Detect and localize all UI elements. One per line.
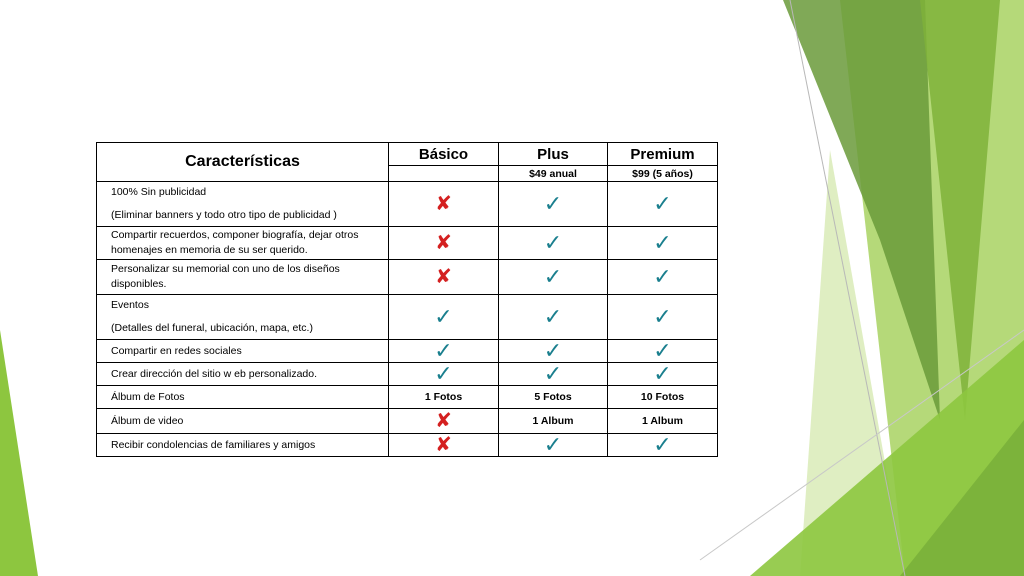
- left-green-sliver: [0, 330, 38, 576]
- comparison-table: [96, 142, 718, 457]
- plus-cell: [499, 363, 608, 386]
- basico-cell: [389, 295, 499, 340]
- check-icon: ✓: [543, 338, 563, 363]
- value-text: 5 Fotos: [534, 391, 572, 403]
- plus-cell: [499, 182, 608, 227]
- feature-cell: [97, 386, 389, 409]
- table-row: [97, 340, 718, 363]
- feature-label: Eventos: [111, 299, 149, 311]
- premium-cell: [608, 340, 718, 363]
- table-row: [97, 227, 718, 260]
- cross-icon: ✘: [435, 434, 452, 456]
- basico-cell: [389, 227, 499, 260]
- feature-cell: [97, 409, 389, 434]
- table-row: [97, 182, 718, 227]
- check-icon: ✓: [543, 432, 563, 457]
- check-icon: ✓: [653, 304, 672, 329]
- check-icon: ✓: [653, 361, 672, 386]
- feature-label: 100% Sin publicidad: [111, 186, 207, 198]
- value-text: 10 Fotos: [640, 391, 685, 403]
- table-row: [97, 386, 718, 409]
- cross-icon: ✘: [435, 232, 452, 254]
- check-icon: ✓: [543, 361, 563, 386]
- check-icon: ✓: [653, 432, 672, 457]
- feature-label: homenajes en memoria de su ser querido.: [111, 244, 308, 256]
- check-icon: ✓: [434, 304, 453, 329]
- basico-cell: [389, 434, 499, 457]
- check-icon: ✓: [543, 264, 563, 289]
- table-row: [97, 434, 718, 457]
- check-icon: ✓: [543, 230, 563, 255]
- premium-cell: [608, 409, 718, 434]
- plus-cell: [499, 227, 608, 260]
- basico-cell: [389, 260, 499, 295]
- plan-header-premium: Premium: [608, 143, 718, 166]
- feature-label: Compartir recuerdos, componer biografía, dejar otros: [111, 229, 359, 241]
- check-icon: ✓: [434, 361, 453, 386]
- feature-cell: [97, 295, 389, 340]
- check-icon: ✓: [653, 338, 672, 363]
- premium-cell: [608, 227, 718, 260]
- table-row: [97, 409, 718, 434]
- feature-label: Álbum de video: [111, 414, 184, 427]
- feature-label: (Eliminar banners y todo otro tipo de publicidad ): [111, 209, 337, 221]
- feature-label: disponibles.: [111, 278, 167, 290]
- check-icon: ✓: [543, 191, 563, 216]
- plus-cell: [499, 409, 608, 434]
- feature-label: Recibir condolencias de familiares y amigos: [111, 438, 316, 451]
- header-row: [97, 143, 718, 166]
- premium-cell: [608, 295, 718, 340]
- plan-header-plus: Plus: [499, 143, 608, 166]
- premium-cell: [608, 363, 718, 386]
- feature-cell: [97, 340, 389, 363]
- check-icon: ✓: [434, 338, 453, 363]
- basico-cell: [389, 340, 499, 363]
- table-row: [97, 363, 718, 386]
- plus-cell: [499, 295, 608, 340]
- check-icon: ✓: [653, 264, 672, 289]
- value-text: 1 Album: [532, 415, 574, 427]
- plus-cell: [499, 386, 608, 409]
- feature-cell: [97, 363, 389, 386]
- value-text: 1 Album: [641, 415, 684, 427]
- table-row: [97, 295, 718, 340]
- plus-cell: [499, 260, 608, 295]
- feature-label: (Detalles del funeral, ubicación, mapa, etc.): [111, 322, 313, 334]
- basico-cell: [389, 182, 499, 227]
- basico-cell: [389, 409, 499, 434]
- feature-cell: [97, 227, 389, 260]
- premium-cell: [608, 182, 718, 227]
- features-header: Características: [97, 143, 389, 182]
- feature-cell: [97, 434, 389, 457]
- feature-label: Álbum de Fotos: [111, 390, 185, 403]
- cross-icon: ✘: [435, 410, 452, 432]
- basico-cell: [389, 386, 499, 409]
- basico-cell: [389, 363, 499, 386]
- plan-header-basico: Básico: [389, 143, 499, 166]
- price-plus: $49 anual: [499, 166, 608, 182]
- feature-label: Crear dirección del sitio w eb personalizado.: [111, 367, 318, 380]
- table-row: [97, 260, 718, 295]
- feature-cell: [97, 182, 389, 227]
- value-text: 1 Fotos: [424, 391, 463, 403]
- price-premium: $99 (5 años): [608, 166, 718, 182]
- price-basico: [389, 166, 499, 182]
- feature-label: Compartir en redes sociales: [111, 344, 242, 357]
- feature-label: Personalizar su memorial con uno de los diseños: [111, 263, 340, 275]
- premium-cell: [608, 434, 718, 457]
- check-icon: ✓: [653, 230, 672, 255]
- premium-cell: [608, 260, 718, 295]
- feature-cell: [97, 260, 389, 295]
- premium-cell: [608, 386, 718, 409]
- plus-cell: [499, 340, 608, 363]
- check-icon: ✓: [543, 304, 563, 329]
- check-icon: ✓: [653, 191, 672, 216]
- cross-icon: ✘: [435, 266, 452, 288]
- cross-icon: ✘: [435, 193, 452, 215]
- plus-cell: [499, 434, 608, 457]
